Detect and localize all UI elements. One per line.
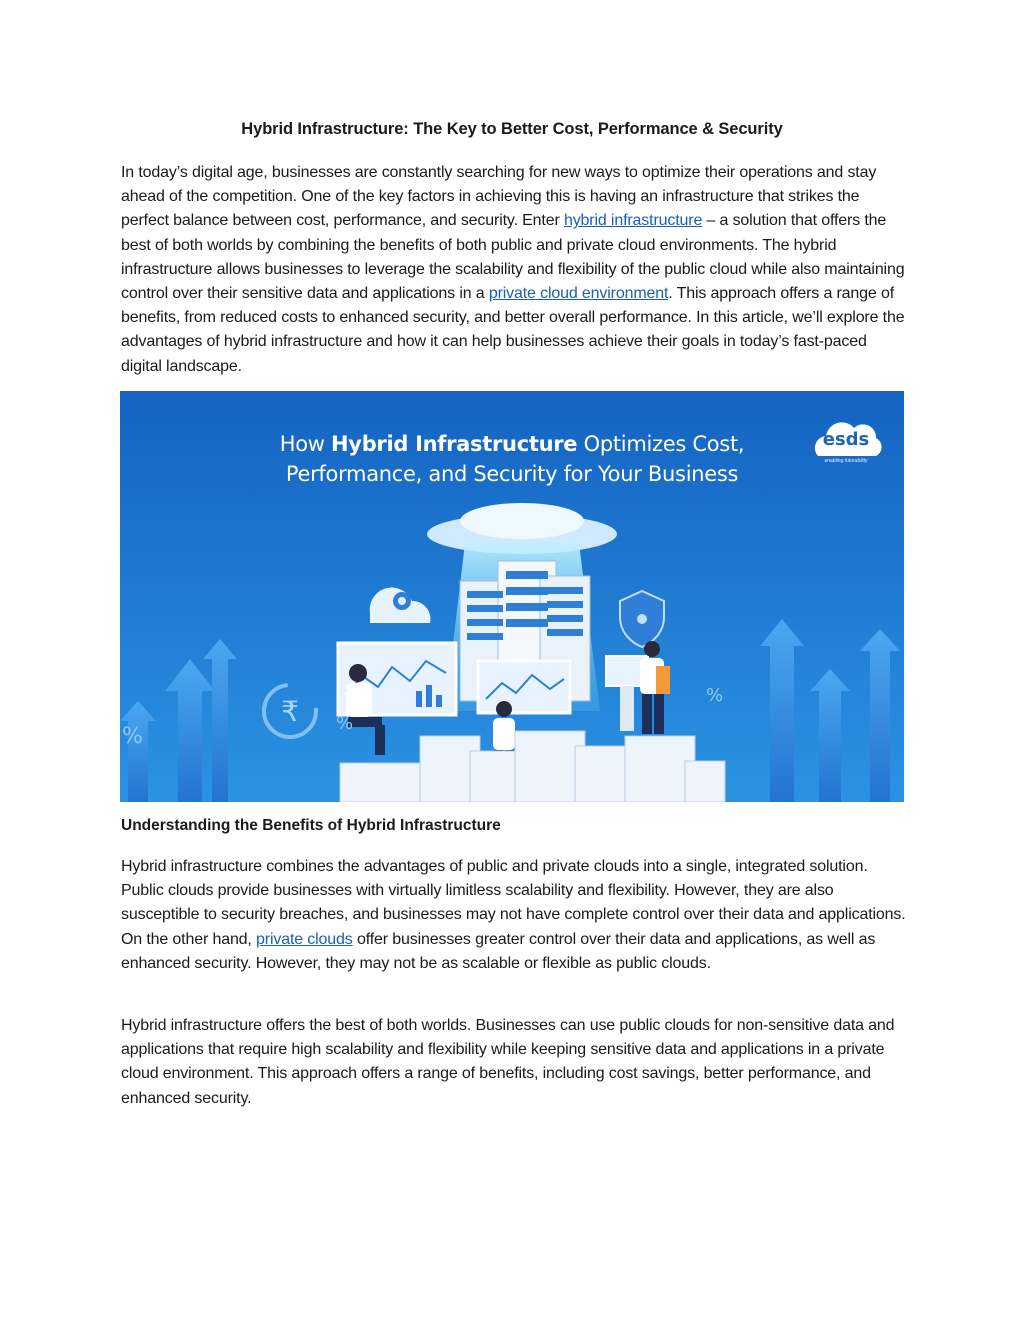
private-cloud-environment-link[interactable]: private cloud environment [488,285,669,303]
intro-text-3: . This approach offers a range of benefits, from reduced costs to enhanced security, and better overall performance. In this article, we’ll explore the advantages of hybrid infrastructure and how it can help businesses achieve their goals in today’s fast-paced digital landscape. [121,285,905,375]
headline-post: Optimizes Cost, [577,432,745,456]
headline-line-2: Performance, and Security for Your Business [285,462,739,486]
percent-symbol-left: % [122,724,143,749]
benefits-text-2: offer businesses greater control over their data and applications, as well as enhanced security. However, they may not be as scalable or flexible as public clouds. [121,930,876,972]
logo-tagline: enabling futurability [824,458,868,464]
section-heading: Understanding the Benefits of Hybrid Infrastructure [121,817,501,834]
hybrid-infrastructure-link[interactable]: hybrid infrastructure [563,212,703,230]
rupee-symbol: ₹ [281,695,299,728]
logo-wordmark: esds [822,429,870,450]
hero-banner-image [120,391,904,802]
benefits-paragraph [121,855,911,976]
document-title: Hybrid Infrastructure: The Key to Better Cost, Performance & Security [241,120,783,138]
intro-text-1: In today’s digital age, businesses are constantly searching for new ways to optimize their operations and stay ahead of the competition. One of the key factors in achieving this is having an infrastructure that strikes the perfect balance between cost, performance, and security. Enter [121,164,877,230]
headline-bold: Hybrid Infrastructure [331,432,578,456]
benefits-text-1: Hybrid infrastructure combines the advantages of public and private clouds into a single, integrated solution. Public clouds provide businesses with virtually limitless scalability and flexibility. However, they are also susceptible to security breaches, and businesses may not have complete control over their data and applications. On the other hand, [121,858,906,948]
esds-logo [808,416,886,476]
dashboard-monitor-center [478,661,570,713]
banner-headline [120,429,904,489]
private-clouds-link[interactable]: private clouds [256,930,353,948]
intro-paragraph [121,161,911,379]
headline-pre: How [279,432,332,456]
percent-symbol-mid: % [336,713,354,734]
percent-symbol-right: % [706,685,724,706]
best-of-both-paragraph: Hybrid infrastructure offers the best of both worlds. Businesses can use public clouds for non-sensitive data and applications that require high scalability and flexibility while keeping sensitive data and applications in a private cloud environment. This approach offers a range of benefits, including cost savings, better performance, and enhanced security. [121,1017,895,1107]
intro-text-2: – a solution that offers the best of both worlds by combining the benefits of both public and private cloud environments. The hybrid infrastructure allows businesses to leverage the scalability and flexibility of the public cloud while also maintaining control over their sensitive data and applications in a [121,212,905,303]
